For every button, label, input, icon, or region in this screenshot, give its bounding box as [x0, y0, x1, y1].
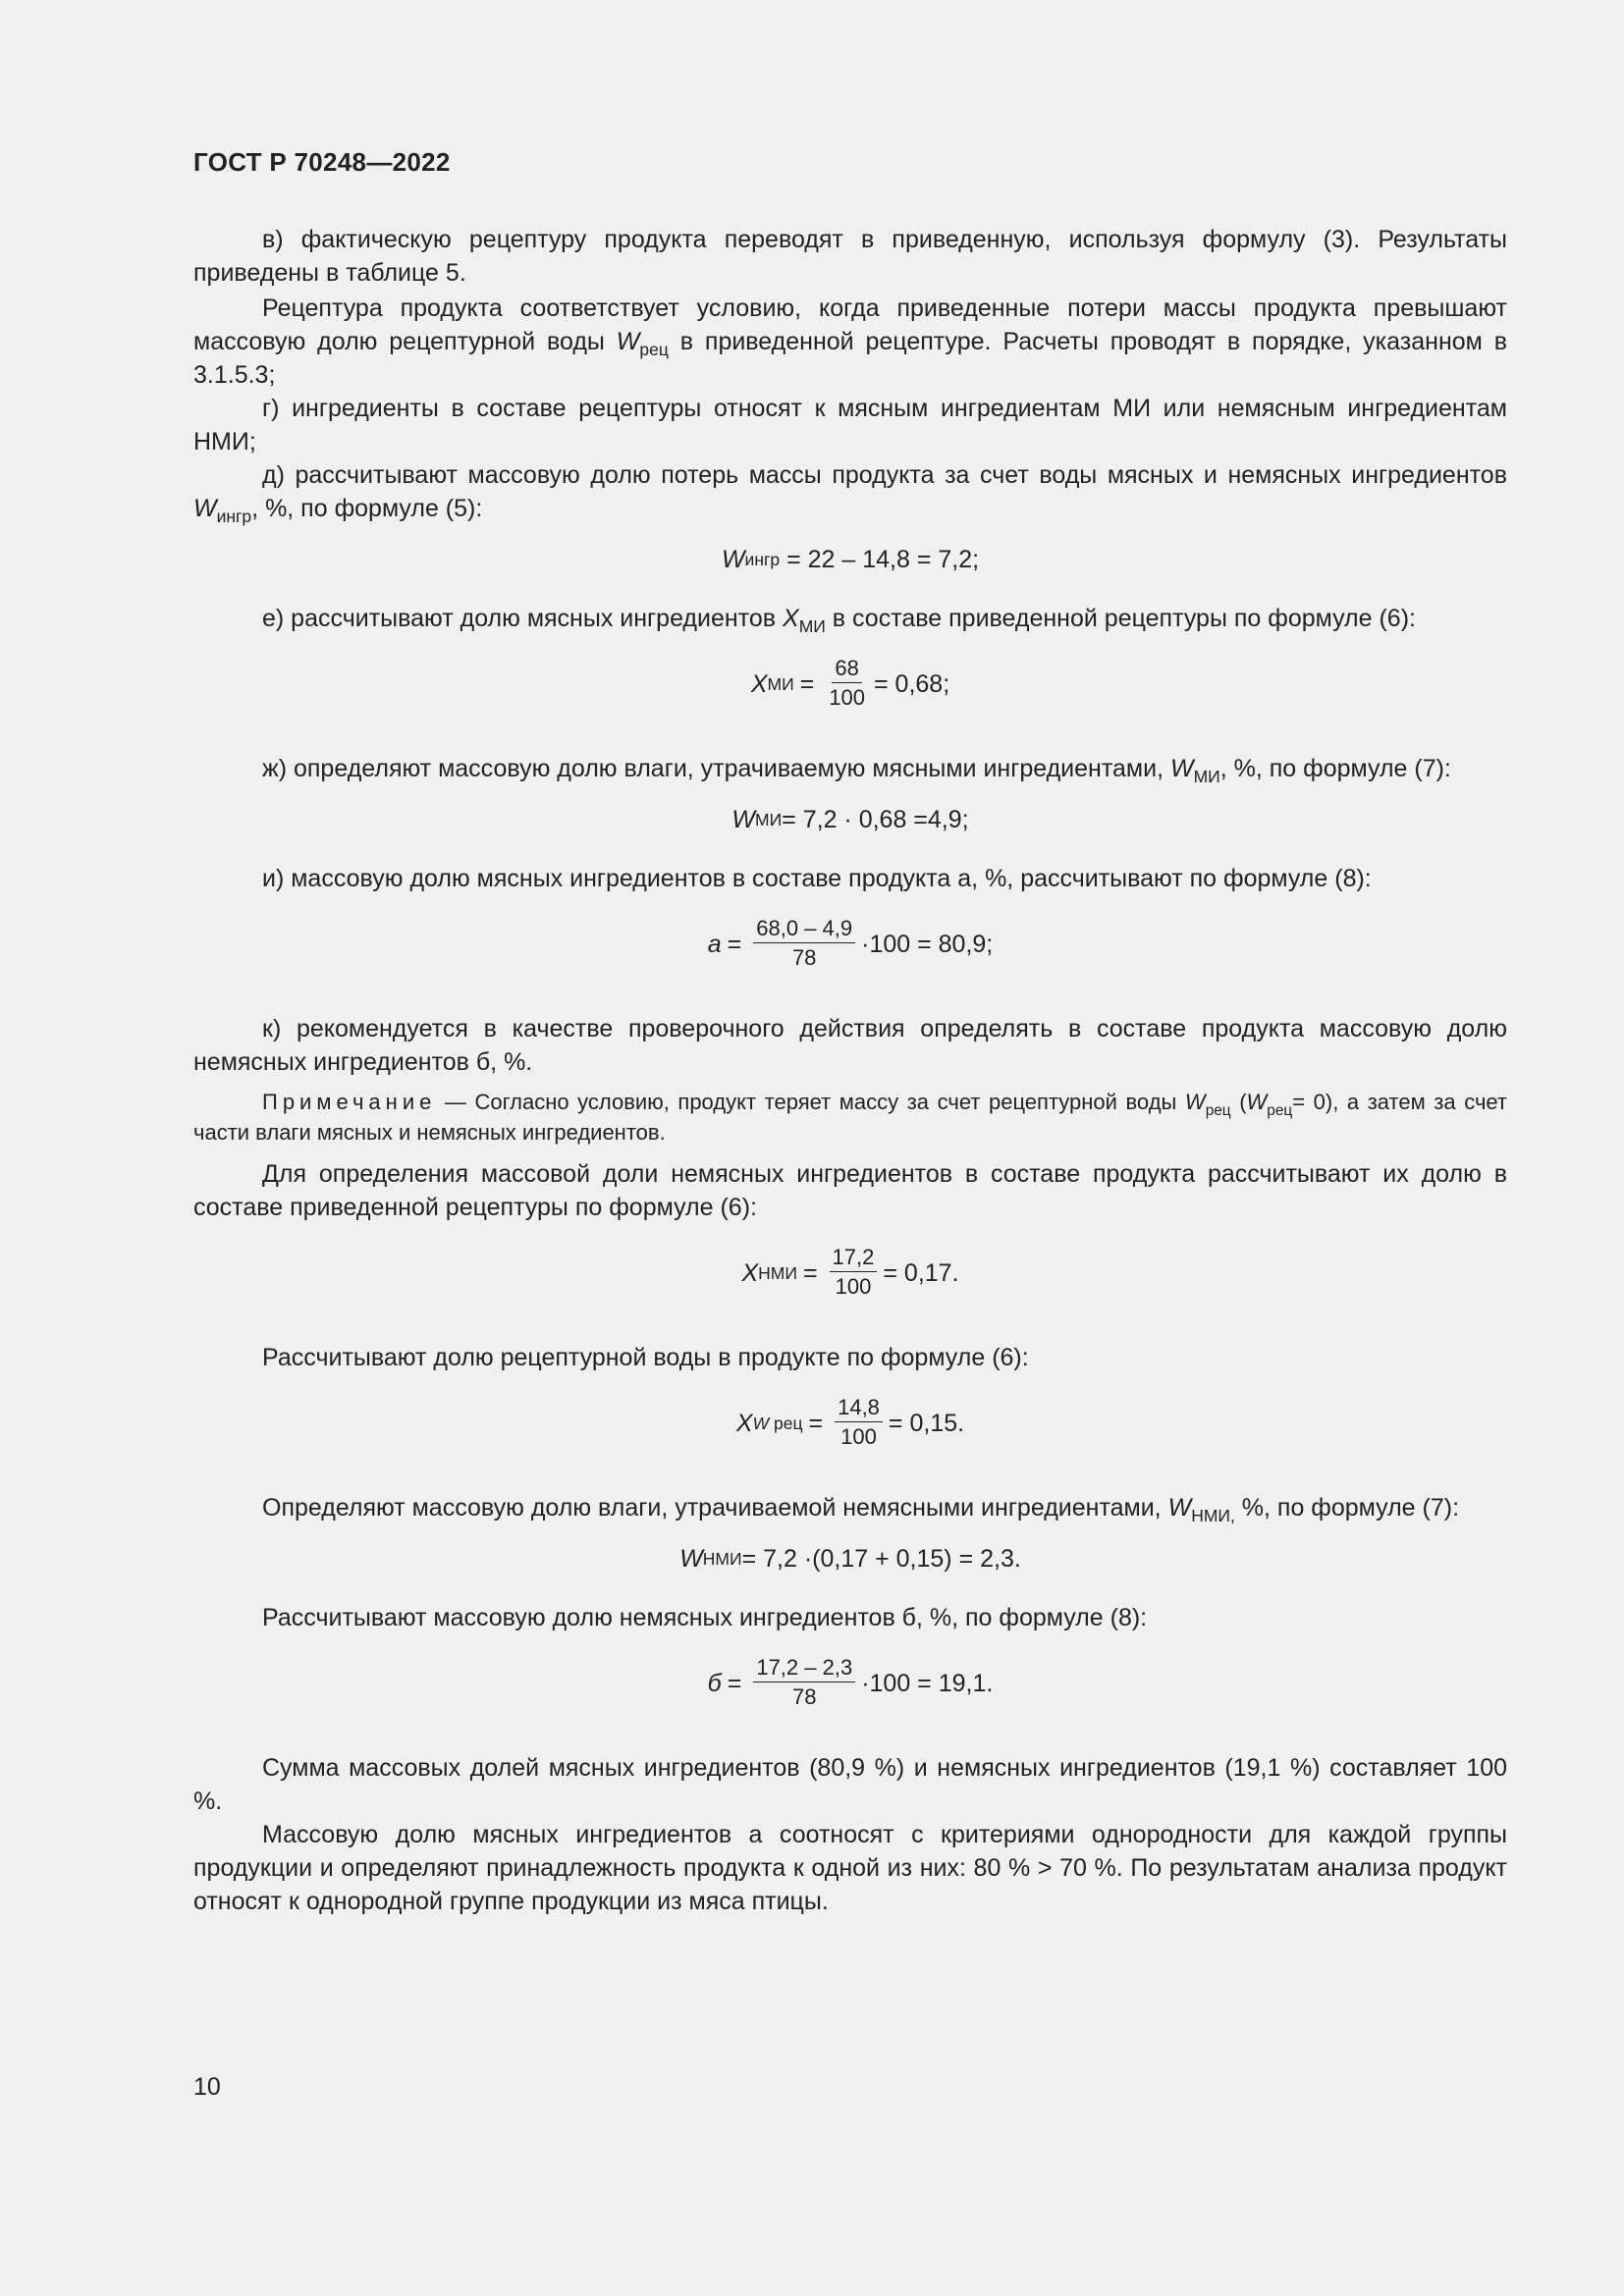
fraction: $\frac{17,2}{100}$: [830, 1244, 878, 1302]
paragraph-sum: Сумма массовых долей мясных ингредиентов (80,9 %) и немясных ингредиентов (19,1 %) составляет 100 %.: [193, 1754, 1507, 1815]
formula-8-b: б = $\frac{17,2 - 2,3}{78}$ ·100 = 19,1.: [193, 1654, 1507, 1712]
paragraph-e: е) рассчитывают долю мясных ингредиентов $X_{МИ}$ в составе приведенной рецептуры по формуле (6):: [262, 605, 1416, 636]
paragraph-v: в) фактическую рецептуру продукта переводят в приведенную, используя формулу (3). Результаты приведены в таблице 5.: [193, 226, 1507, 287]
fraction: $\frac{68,0 - 4,9}{78}$: [753, 915, 855, 973]
note: Примечание — Согласно условию, продукт теряет массу за счет рецептурной воды $W_{рец}$ $(W_{рец}= 0)$, а затем за счет части влаги мясных и немясных ингредиентов.: [193, 1090, 1507, 1145]
paragraph-recipe: Рецептура продукта соответствует условию, когда приведенные потери массы продукта превышают массовую долю рецептурной воды $W_{рец}$ в приведенной рецептуре. Расчеты проводят в порядке, указанном в 3.1.5.3;: [193, 294, 1507, 389]
paragraph-nmi: Для определения массовой доли немясных ингредиентов в составе продукта рассчитывают их долю в составе приведенной рецептуры по формуле (6):: [193, 1160, 1507, 1221]
document-body: [193, 223, 1507, 1918]
page-number: 10: [193, 2073, 221, 2101]
formula-5: W ингр = 22 – 14,8 = 7,2;: [721, 546, 980, 573]
paragraph-zh: ж) определяют массовую долю влаги, утрачиваемую мясными ингредиентами, $W_{МИ}$, %, по формуле (7):: [262, 755, 1451, 786]
formula-6-xmi: X МИ = $\frac{68}{100}$ = 0,68;: [193, 655, 1507, 713]
paragraph-g: г) ингредиенты в составе рецептуры относят к мясным ингредиентам МИ или немясным ингредиентам НМИ;: [193, 395, 1507, 455]
formula-6-xw: X W рец = $\frac{14,8}{100}$ = 0,15.: [193, 1394, 1507, 1452]
paragraph-d: д) рассчитывают массовую долю потерь массы продукта за счет воды мясных и немясных ингредиентов $W_{ингр}$, %, по формуле (5):: [193, 461, 1507, 526]
formula-6-xnmi: X НМИ = $\frac{17,2}{100}$ = 0,17.: [193, 1244, 1507, 1302]
formula-7-wnmi: W НМИ = 7,2 ·(0,17 + 0,15) = 2,3.: [679, 1545, 1021, 1573]
paragraph-water: Рассчитывают долю рецептурной воды в продукте по формуле (6):: [262, 1344, 1029, 1371]
paragraph-k: к) рекомендуется в качестве проверочного действия определять в составе продукта массовую долю немясных ингредиентов б, %.: [193, 1015, 1507, 1076]
formula-8-a: a = $\frac{68,0 - 4,9}{78}$ ·100 = 80,9;: [193, 915, 1507, 973]
fraction: $\frac{14,8}{100}$: [835, 1394, 883, 1452]
paragraph-wnmi: Определяют массовую долю влаги, утрачиваемой немясными ингредиентами, $W_{НМИ,}$ %, по формуле (7):: [262, 1494, 1460, 1525]
fraction: $\frac{17,2 - 2,3}{78}$: [753, 1654, 855, 1712]
document-header: ГОСТ Р 70248—2022: [193, 147, 451, 177]
paragraph-b: Рассчитывают массовую долю немясных ингредиентов б, %, по формуле (8):: [262, 1604, 1148, 1631]
formula-7-wmi: W МИ = 7,2 · 0,68 =4,9;: [731, 806, 969, 833]
fraction: $\frac{68}{100}$: [829, 656, 865, 710]
paragraph-final: Массовую долю мясных ингредиентов а соотносят с критериями однородности для каждой группы продукции и определяют принадлежность продукта к одной из них: 80 % > 70 %. По результатам анализа продукт относят к однородной группе продукции из мяса птицы.: [193, 1821, 1507, 1915]
paragraph-i: и) массовую долю мясных ингредиентов в составе продукта а, %, рассчитывают по формуле (8):: [262, 865, 1372, 892]
note-label: Примечание: [262, 1090, 437, 1114]
